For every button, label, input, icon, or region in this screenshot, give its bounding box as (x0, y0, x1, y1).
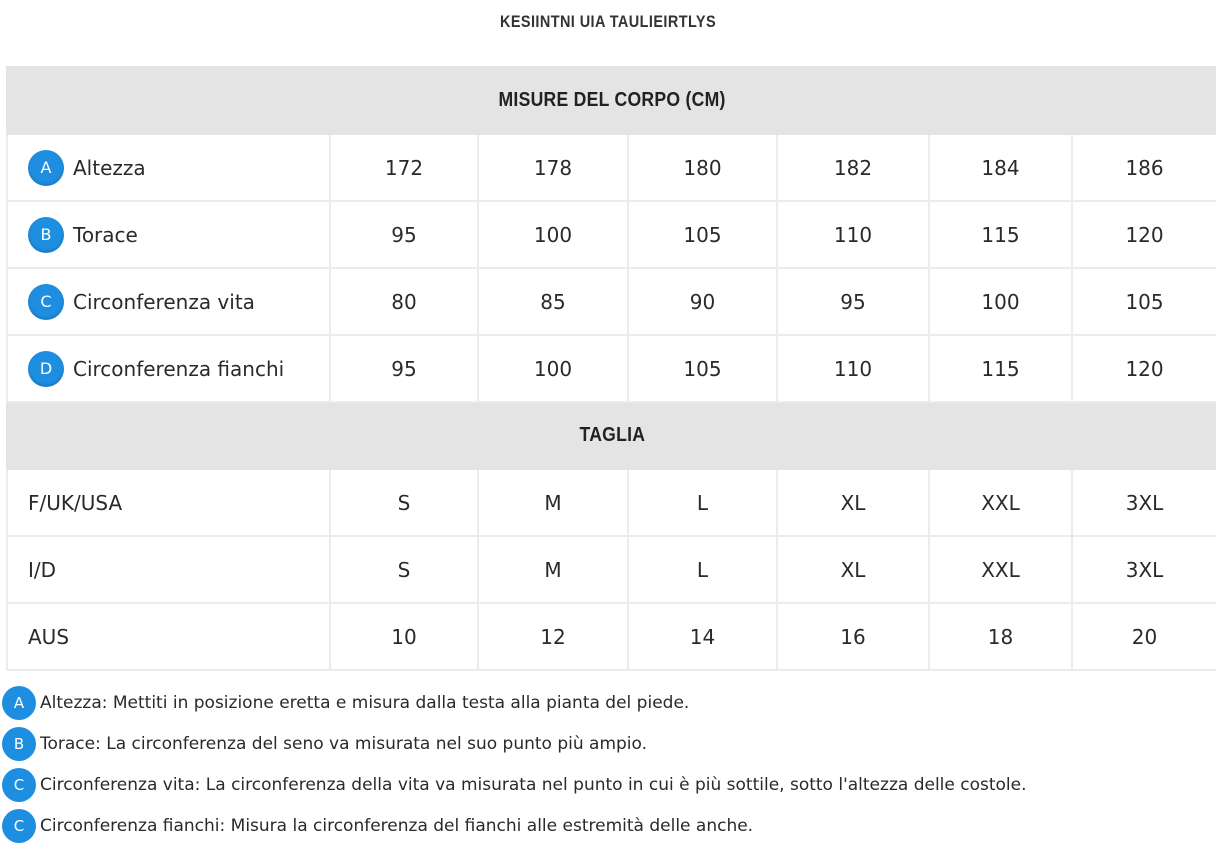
row-label: F/UK/USA (7, 469, 330, 536)
body-measurements-header-row (7, 67, 1216, 134)
badge-b-icon: B (28, 217, 64, 253)
note-term: Circonferenza vita (40, 774, 195, 795)
body-measurements-header-text: MISURE DEL CORPO (CM) (498, 89, 726, 111)
size-header-text: TAGLIA (579, 424, 645, 446)
table-cell: XL (777, 536, 929, 603)
badge-a-icon: A (28, 150, 64, 186)
row-label: I/D (7, 536, 330, 603)
table-cell: 115 (929, 201, 1072, 268)
table-cell: M (478, 536, 628, 603)
table-cell: 110 (777, 201, 929, 268)
table-cell: 80 (330, 268, 478, 335)
table-cell: 115 (929, 335, 1072, 402)
measurement-row-torace (7, 201, 1216, 268)
note-term: Altezza (40, 692, 102, 713)
table-cell: 120 (1072, 201, 1216, 268)
row-label: Torace (73, 222, 138, 247)
table-cell: XL (777, 469, 929, 536)
badge-d-icon: D (28, 351, 64, 387)
size-header (7, 402, 1216, 469)
measurement-row-fianchi (7, 335, 1216, 402)
note-text: : Misura la circonferenza del fianchi alle estremità delle anche. (219, 815, 754, 836)
table-cell: 100 (478, 335, 628, 402)
table-cell: 100 (478, 201, 628, 268)
table-cell: 105 (1072, 268, 1216, 335)
note-term: Circonferenza fianchi (40, 815, 220, 836)
table-cell: 186 (1072, 134, 1216, 201)
table-cell: S (330, 469, 478, 536)
table-cell: L (628, 536, 777, 603)
table-cell: M (478, 469, 628, 536)
table-cell: 184 (929, 134, 1072, 201)
note-altezza (2, 682, 1212, 723)
body-measurements-header (7, 67, 1216, 134)
row-label-cell (7, 268, 330, 335)
table-cell: 178 (478, 134, 628, 201)
table-cell: 14 (628, 603, 777, 670)
row-label: Circonferenza fianchi (73, 356, 285, 381)
table-cell: 105 (628, 201, 777, 268)
table-cell: S (330, 536, 478, 603)
table-cell: 3XL (1072, 469, 1216, 536)
note-vita (2, 764, 1212, 805)
table-cell: 90 (628, 268, 777, 335)
badge-c-icon: C (2, 809, 36, 843)
size-row-aus (7, 603, 1216, 670)
badge-b-icon: B (2, 727, 36, 761)
row-label-cell (7, 335, 330, 402)
size-header-row (7, 402, 1216, 469)
table-cell: 180 (628, 134, 777, 201)
measurement-row-altezza (7, 134, 1216, 201)
note-text: : La circonferenza del seno va misurata nel suo punto più ampio. (95, 733, 648, 754)
note-term: Torace (40, 733, 96, 754)
badge-c-icon: C (28, 284, 64, 320)
row-label: AUS (7, 603, 330, 670)
size-row-i-d (7, 536, 1216, 603)
table-cell: 105 (628, 335, 777, 402)
size-chart-table (6, 66, 1216, 671)
table-cell: XXL (929, 536, 1072, 603)
table-cell: L (628, 469, 777, 536)
table-cell: 110 (777, 335, 929, 402)
table-cell: 172 (330, 134, 478, 201)
note-torace (2, 723, 1212, 764)
table-cell: 16 (777, 603, 929, 670)
table-cell: 10 (330, 603, 478, 670)
note-text: : La circonferenza della vita va misurata nel punto in cui è più sottile, sotto l'altezza delle costole. (194, 774, 1027, 795)
row-label: Circonferenza vita (73, 289, 255, 314)
table-cell: 85 (478, 268, 628, 335)
table-cell: 18 (929, 603, 1072, 670)
table-cell: 182 (777, 134, 929, 201)
row-label-cell (7, 201, 330, 268)
badge-c-icon: C (2, 768, 36, 802)
table-cell: 3XL (1072, 536, 1216, 603)
measurement-row-vita (7, 268, 1216, 335)
badge-a-icon: A (2, 686, 36, 720)
row-label: Altezza (73, 155, 146, 180)
page-title: KESIINTNI UIA TAULIEIRTLYS (499, 12, 717, 31)
table-cell: 12 (478, 603, 628, 670)
size-row-f-uk-usa (7, 469, 1216, 536)
table-cell: 20 (1072, 603, 1216, 670)
note-text: : Mettiti in posizione eretta e misura dalla testa alla pianta del piede. (101, 692, 690, 713)
table-cell: 100 (929, 268, 1072, 335)
table-cell: 95 (777, 268, 929, 335)
table-cell: XXL (929, 469, 1072, 536)
note-fianchi (2, 805, 1212, 846)
measurement-notes (2, 682, 1212, 846)
table-cell: 120 (1072, 335, 1216, 402)
table-cell: 95 (330, 335, 478, 402)
table-cell: 95 (330, 201, 478, 268)
row-label-cell (7, 134, 330, 201)
